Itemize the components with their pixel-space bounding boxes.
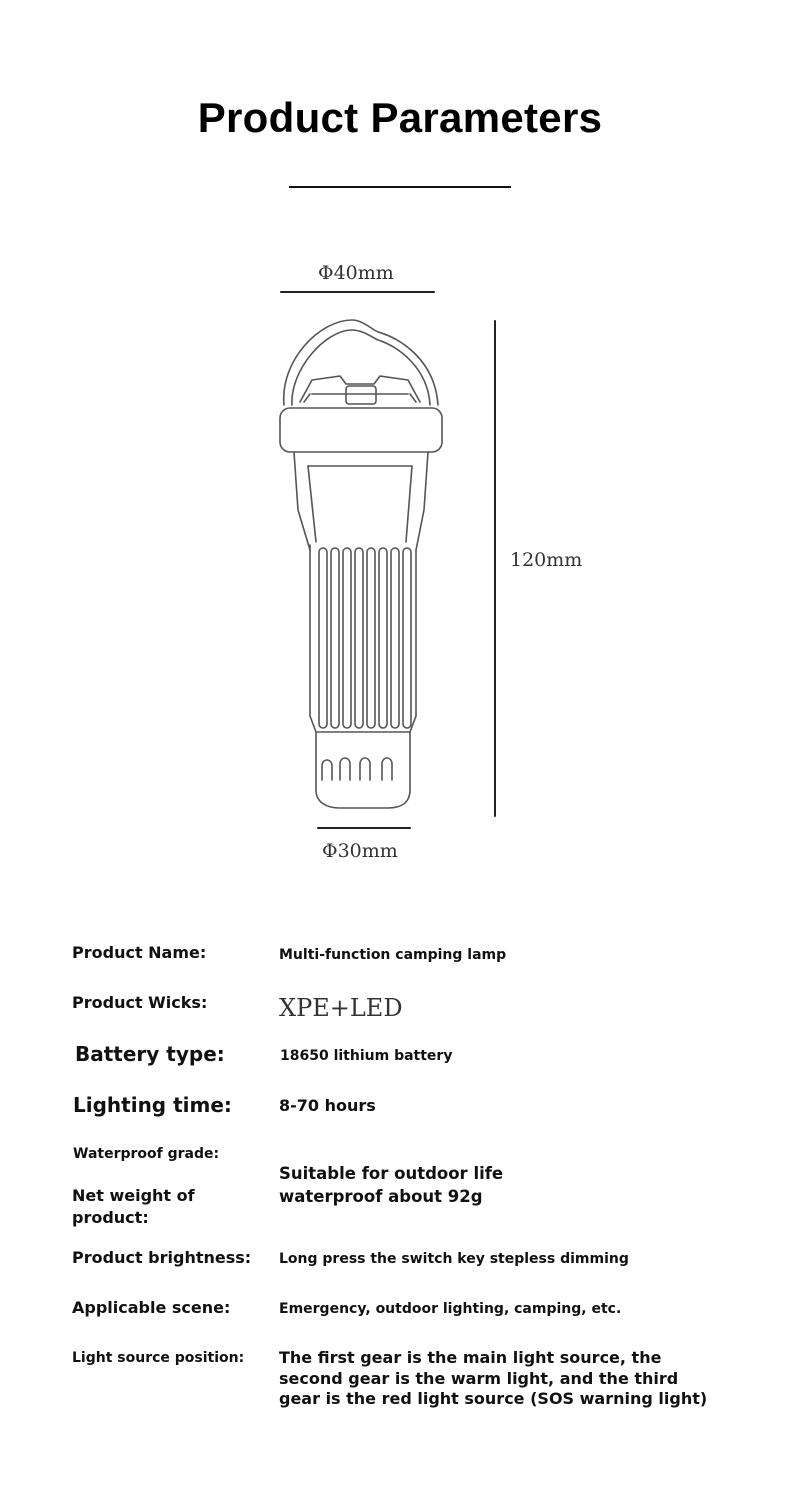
spec-value-light-source-line1: The first gear is the main light source, the xyxy=(279,1348,662,1367)
spec-value-product-name: Multi-function camping lamp xyxy=(279,947,507,963)
base-cutouts xyxy=(322,758,392,780)
spec-label-net-weight-line2: product: xyxy=(72,1208,149,1227)
spec-label-product-name: Product Name: xyxy=(72,943,207,962)
spec-label-light-source: Light source position: xyxy=(72,1350,245,1366)
spec-value-brightness: Long press the switch key stepless dimming xyxy=(279,1251,629,1267)
spec-label-brightness: Product brightness: xyxy=(72,1248,252,1267)
spec-value-light-source-line2: second gear is the warm light, and the third xyxy=(279,1369,679,1388)
height-label: 120mm xyxy=(510,549,583,571)
window-sides xyxy=(308,466,412,542)
bottom-diameter-label: Φ30mm xyxy=(322,840,398,862)
head-top xyxy=(300,376,420,402)
spec-label-scene: Applicable scene: xyxy=(72,1298,231,1317)
spec-label-lighting-time: Lighting time: xyxy=(73,1093,232,1117)
base xyxy=(310,716,416,808)
spec-label-waterproof-grade: Waterproof grade: xyxy=(73,1146,220,1162)
spec-value-scene: Emergency, outdoor lighting, camping, etc. xyxy=(279,1301,622,1317)
spec-value-product-wicks: XPE+LED xyxy=(279,994,403,1022)
spec-value-net-weight: waterproof about 92g xyxy=(279,1187,483,1206)
spec-value-lighting-time: 8-70 hours xyxy=(279,1096,376,1115)
cap xyxy=(280,408,442,452)
page-title: Product Parameters xyxy=(197,94,603,141)
spec-label-net-weight-line1: Net weight of xyxy=(72,1186,195,1205)
spec-label-battery-type: Battery type: xyxy=(75,1042,225,1066)
spec-value-light-source-line3: gear is the red light source (SOS warning light) xyxy=(279,1389,708,1408)
spec-value-waterproof-grade: Suitable for outdoor life xyxy=(279,1164,504,1183)
spec-label-product-wicks: Product Wicks: xyxy=(72,993,208,1012)
grip-ribs xyxy=(319,548,411,728)
body-right xyxy=(416,452,428,550)
spec-value-battery-type: 18650 lithium battery xyxy=(280,1048,453,1064)
title-underline xyxy=(289,186,511,188)
lamp-drawing xyxy=(270,280,510,840)
top-diameter-label: Φ40mm xyxy=(318,262,394,284)
head-button xyxy=(346,386,376,404)
